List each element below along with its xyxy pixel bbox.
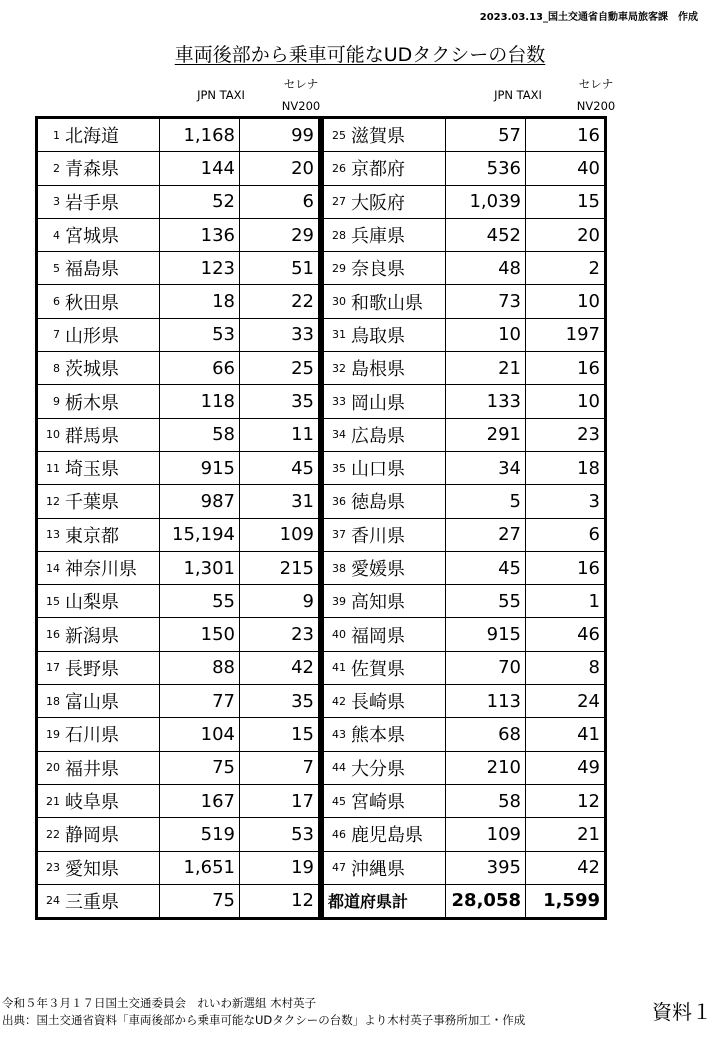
table-row [37,651,606,684]
table-row [37,252,606,285]
prefecture-name: 宮崎県 [349,784,446,817]
jpn-taxi-count: 68 [446,718,526,751]
header-serena-line1: セレナ [578,77,614,91]
prefecture-name: 新潟県 [63,618,160,651]
row-number: 5 [37,252,64,285]
serena-count: 23 [526,418,606,451]
row-number: 37 [323,518,350,551]
table-row [37,352,606,385]
prefecture-name: 千葉県 [63,485,160,518]
prefecture-name: 青森県 [63,152,160,185]
jpn-taxi-count: 136 [160,218,240,251]
table-row [37,585,606,618]
prefecture-name: 大分県 [349,751,446,784]
prefecture-name: 奈良県 [349,252,446,285]
prefecture-name: 山口県 [349,451,446,484]
serena-count: 16 [526,118,606,152]
serena-count: 17 [240,784,320,817]
jpn-taxi-count: 53 [160,318,240,351]
row-number: 3 [37,185,64,218]
row-number: 18 [37,685,64,718]
prefecture-name: 富山県 [63,685,160,718]
row-number: 40 [323,618,350,651]
row-number: 34 [323,418,350,451]
jpn-taxi-count: 55 [446,585,526,618]
jpn-taxi-count: 10 [446,318,526,351]
row-number: 8 [37,352,64,385]
table-row [37,518,606,551]
jpn-taxi-count: 75 [160,884,240,918]
prefecture-name: 岐阜県 [63,784,160,817]
serena-count: 6 [526,518,606,551]
row-number: 4 [37,218,64,251]
jpn-taxi-count: 48 [446,252,526,285]
table-row [37,451,606,484]
serena-count: 15 [240,718,320,751]
prefecture-name: 和歌山県 [349,285,446,318]
header-serena-line2: NV200 [281,99,321,113]
row-number: 25 [323,118,350,152]
prefecture-name: 福井県 [63,751,160,784]
jpn-taxi-count: 18 [160,285,240,318]
serena-count: 33 [240,318,320,351]
prefecture-name: 秋田県 [63,285,160,318]
row-number: 11 [37,451,64,484]
table-row [37,418,606,451]
jpn-taxi-count: 150 [160,618,240,651]
jpn-taxi-count: 45 [446,551,526,584]
jpn-taxi-count: 58 [446,784,526,817]
table-row [37,152,606,185]
jpn-taxi-count: 1,301 [160,551,240,584]
jpn-taxi-count: 1,168 [160,118,240,152]
jpn-taxi-count: 291 [446,418,526,451]
row-number: 7 [37,318,64,351]
row-number: 21 [37,784,64,817]
serena-count: 46 [526,618,606,651]
jpn-taxi-count: 118 [160,385,240,418]
serena-count: 99 [240,118,320,152]
row-number: 36 [323,485,350,518]
jpn-taxi-count: 915 [160,451,240,484]
header-jpn-left: JPN TAXI [197,88,245,102]
row-number: 46 [323,818,350,851]
prefecture-name: 島根県 [349,352,446,385]
prefecture-name: 神奈川県 [63,551,160,584]
serena-count: 12 [240,884,320,918]
serena-count: 1 [526,585,606,618]
table-row [37,685,606,718]
prefecture-name: 高知県 [349,585,446,618]
table-row [37,485,606,518]
prefecture-name: 岩手県 [63,185,160,218]
serena-count: 22 [240,285,320,318]
prefecture-name: 鳥取県 [349,318,446,351]
row-number: 43 [323,718,350,751]
serena-count: 12 [526,784,606,817]
serena-count: 15 [526,185,606,218]
table-row [37,318,606,351]
jpn-taxi-count: 395 [446,851,526,884]
prefecture-name: 愛知県 [63,851,160,884]
row-number: 31 [323,318,350,351]
row-number: 19 [37,718,64,751]
jpn-taxi-count: 167 [160,784,240,817]
serena-count: 18 [526,451,606,484]
row-number: 30 [323,285,350,318]
row-number: 28 [323,218,350,251]
jpn-taxi-count: 5 [446,485,526,518]
serena-count: 20 [240,152,320,185]
footer-committee-line: 令和５年３月１７日国土交通委員会 れいわ新選組 木村英子 [2,996,317,1010]
serena-count: 3 [526,485,606,518]
row-number: 38 [323,551,350,584]
serena-count: 197 [526,318,606,351]
serena-count: 40 [526,152,606,185]
serena-count: 23 [240,618,320,651]
serena-count: 215 [240,551,320,584]
jpn-taxi-count: 1,039 [446,185,526,218]
prefecture-name: 宮城県 [63,218,160,251]
prefecture-name: 福島県 [63,252,160,285]
prefecture-name: 京都府 [349,152,446,185]
prefecture-name: 滋賀県 [349,118,446,152]
row-number: 24 [37,884,64,918]
table-row [37,551,606,584]
header-jpn-right: JPN TAXI [494,88,542,102]
prefecture-name: 山形県 [63,318,160,351]
serena-count: 9 [240,585,320,618]
prefecture-name: 沖縄県 [349,851,446,884]
prefecture-name: 栃木県 [63,385,160,418]
serena-count: 109 [240,518,320,551]
serena-count: 2 [526,252,606,285]
table-row [37,784,606,817]
jpn-taxi-count: 27 [446,518,526,551]
table-row [37,385,606,418]
row-number: 20 [37,751,64,784]
jpn-taxi-count: 519 [160,818,240,851]
prefecture-name: 香川県 [349,518,446,551]
prefecture-name: 埼玉県 [63,451,160,484]
row-number: 1 [37,118,64,152]
header-serena-line1: セレナ [283,77,319,91]
row-number: 12 [37,485,64,518]
row-number: 6 [37,285,64,318]
row-number: 44 [323,751,350,784]
serena-count: 16 [526,352,606,385]
row-number: 13 [37,518,64,551]
prefecture-name: 岡山県 [349,385,446,418]
jpn-taxi-count: 58 [160,418,240,451]
prefecture-name: 山梨県 [63,585,160,618]
prefecture-name: 三重県 [63,884,160,918]
table-body [37,118,606,919]
serena-count: 19 [240,851,320,884]
serena-count: 6 [240,185,320,218]
serena-count: 53 [240,818,320,851]
table-row [37,851,606,884]
row-number: 33 [323,385,350,418]
jpn-taxi-count: 73 [446,285,526,318]
serena-count: 29 [240,218,320,251]
prefecture-name: 鹿児島県 [349,818,446,851]
prefecture-name: 東京都 [63,518,160,551]
jpn-taxi-count: 57 [446,118,526,152]
table-row [37,818,606,851]
serena-count: 25 [240,352,320,385]
row-number: 47 [323,851,350,884]
header-serena-line2: NV200 [576,99,616,113]
jpn-taxi-count: 70 [446,651,526,684]
prefecture-name: 愛媛県 [349,551,446,584]
serena-count: 35 [240,385,320,418]
jpn-taxi-count: 133 [446,385,526,418]
document-label: 資料１ [652,1000,712,1024]
total-serena: 1,599 [526,884,606,918]
jpn-taxi-count: 113 [446,685,526,718]
jpn-taxi-count: 452 [446,218,526,251]
jpn-taxi-count: 109 [446,818,526,851]
row-number: 9 [37,385,64,418]
jpn-taxi-count: 66 [160,352,240,385]
serena-count: 49 [526,751,606,784]
row-number: 10 [37,418,64,451]
serena-count: 10 [526,385,606,418]
jpn-taxi-count: 104 [160,718,240,751]
row-number: 22 [37,818,64,851]
serena-count: 35 [240,685,320,718]
jpn-taxi-count: 123 [160,252,240,285]
jpn-taxi-count: 34 [446,451,526,484]
serena-count: 51 [240,252,320,285]
prefecture-name: 群馬県 [63,418,160,451]
jpn-taxi-count: 987 [160,485,240,518]
serena-count: 7 [240,751,320,784]
jpn-taxi-count: 77 [160,685,240,718]
creation-note: 2023.03.13_国土交通省自動車局旅客課 作成 [479,12,698,23]
table-row [37,118,606,152]
prefecture-name: 長野県 [63,651,160,684]
jpn-taxi-count: 144 [160,152,240,185]
row-number: 29 [323,252,350,285]
table-row [37,718,606,751]
row-number: 39 [323,585,350,618]
header-serena-right [558,73,634,117]
prefecture-name: 北海道 [63,118,160,152]
jpn-taxi-count: 210 [446,751,526,784]
row-number: 2 [37,152,64,185]
prefecture-name: 佐賀県 [349,651,446,684]
footer-source-line: 出典：国土交通省資料「車両後部から乗車可能なUDタクシーの台数」より木村英子事務所加工・作成 [2,1013,526,1027]
header-serena-left [262,73,340,117]
total-label: 都道府県計 [323,884,446,918]
taxi-count-table [35,116,607,920]
row-number: 27 [323,185,350,218]
row-number: 41 [323,651,350,684]
prefecture-name: 石川県 [63,718,160,751]
serena-count: 11 [240,418,320,451]
table-row [37,285,606,318]
row-number: 23 [37,851,64,884]
jpn-taxi-count: 21 [446,352,526,385]
prefecture-name: 静岡県 [63,818,160,851]
title-text: 車両後部から乗車可能なUDタクシーの台数 [174,44,546,66]
row-number: 17 [37,651,64,684]
prefecture-name: 大阪府 [349,185,446,218]
serena-count: 42 [240,651,320,684]
jpn-taxi-count: 536 [446,152,526,185]
serena-count: 41 [526,718,606,751]
row-number: 15 [37,585,64,618]
row-number: 35 [323,451,350,484]
serena-count: 45 [240,451,320,484]
table-row [37,751,606,784]
prefecture-name: 長崎県 [349,685,446,718]
table-row [37,618,606,651]
jpn-taxi-count: 915 [446,618,526,651]
serena-count: 10 [526,285,606,318]
prefecture-name: 広島県 [349,418,446,451]
serena-count: 42 [526,851,606,884]
row-number: 45 [323,784,350,817]
serena-count: 8 [526,651,606,684]
row-number: 16 [37,618,64,651]
row-number: 14 [37,551,64,584]
table-row [37,218,606,251]
jpn-taxi-count: 1,651 [160,851,240,884]
serena-count: 31 [240,485,320,518]
jpn-taxi-count: 15,194 [160,518,240,551]
row-number: 26 [323,152,350,185]
jpn-taxi-count: 88 [160,651,240,684]
serena-count: 21 [526,818,606,851]
table-row [37,185,606,218]
serena-count: 16 [526,551,606,584]
jpn-taxi-count: 55 [160,585,240,618]
total-jpn-taxi: 28,058 [446,884,526,918]
jpn-taxi-count: 52 [160,185,240,218]
serena-count: 20 [526,218,606,251]
prefecture-name: 兵庫県 [349,218,446,251]
row-number: 32 [323,352,350,385]
serena-count: 24 [526,685,606,718]
prefecture-name: 茨城県 [63,352,160,385]
jpn-taxi-count: 75 [160,751,240,784]
row-number: 42 [323,685,350,718]
document-title [0,40,720,67]
prefecture-name: 熊本県 [349,718,446,751]
prefecture-name: 徳島県 [349,485,446,518]
total-row [37,884,606,918]
prefecture-name: 福岡県 [349,618,446,651]
